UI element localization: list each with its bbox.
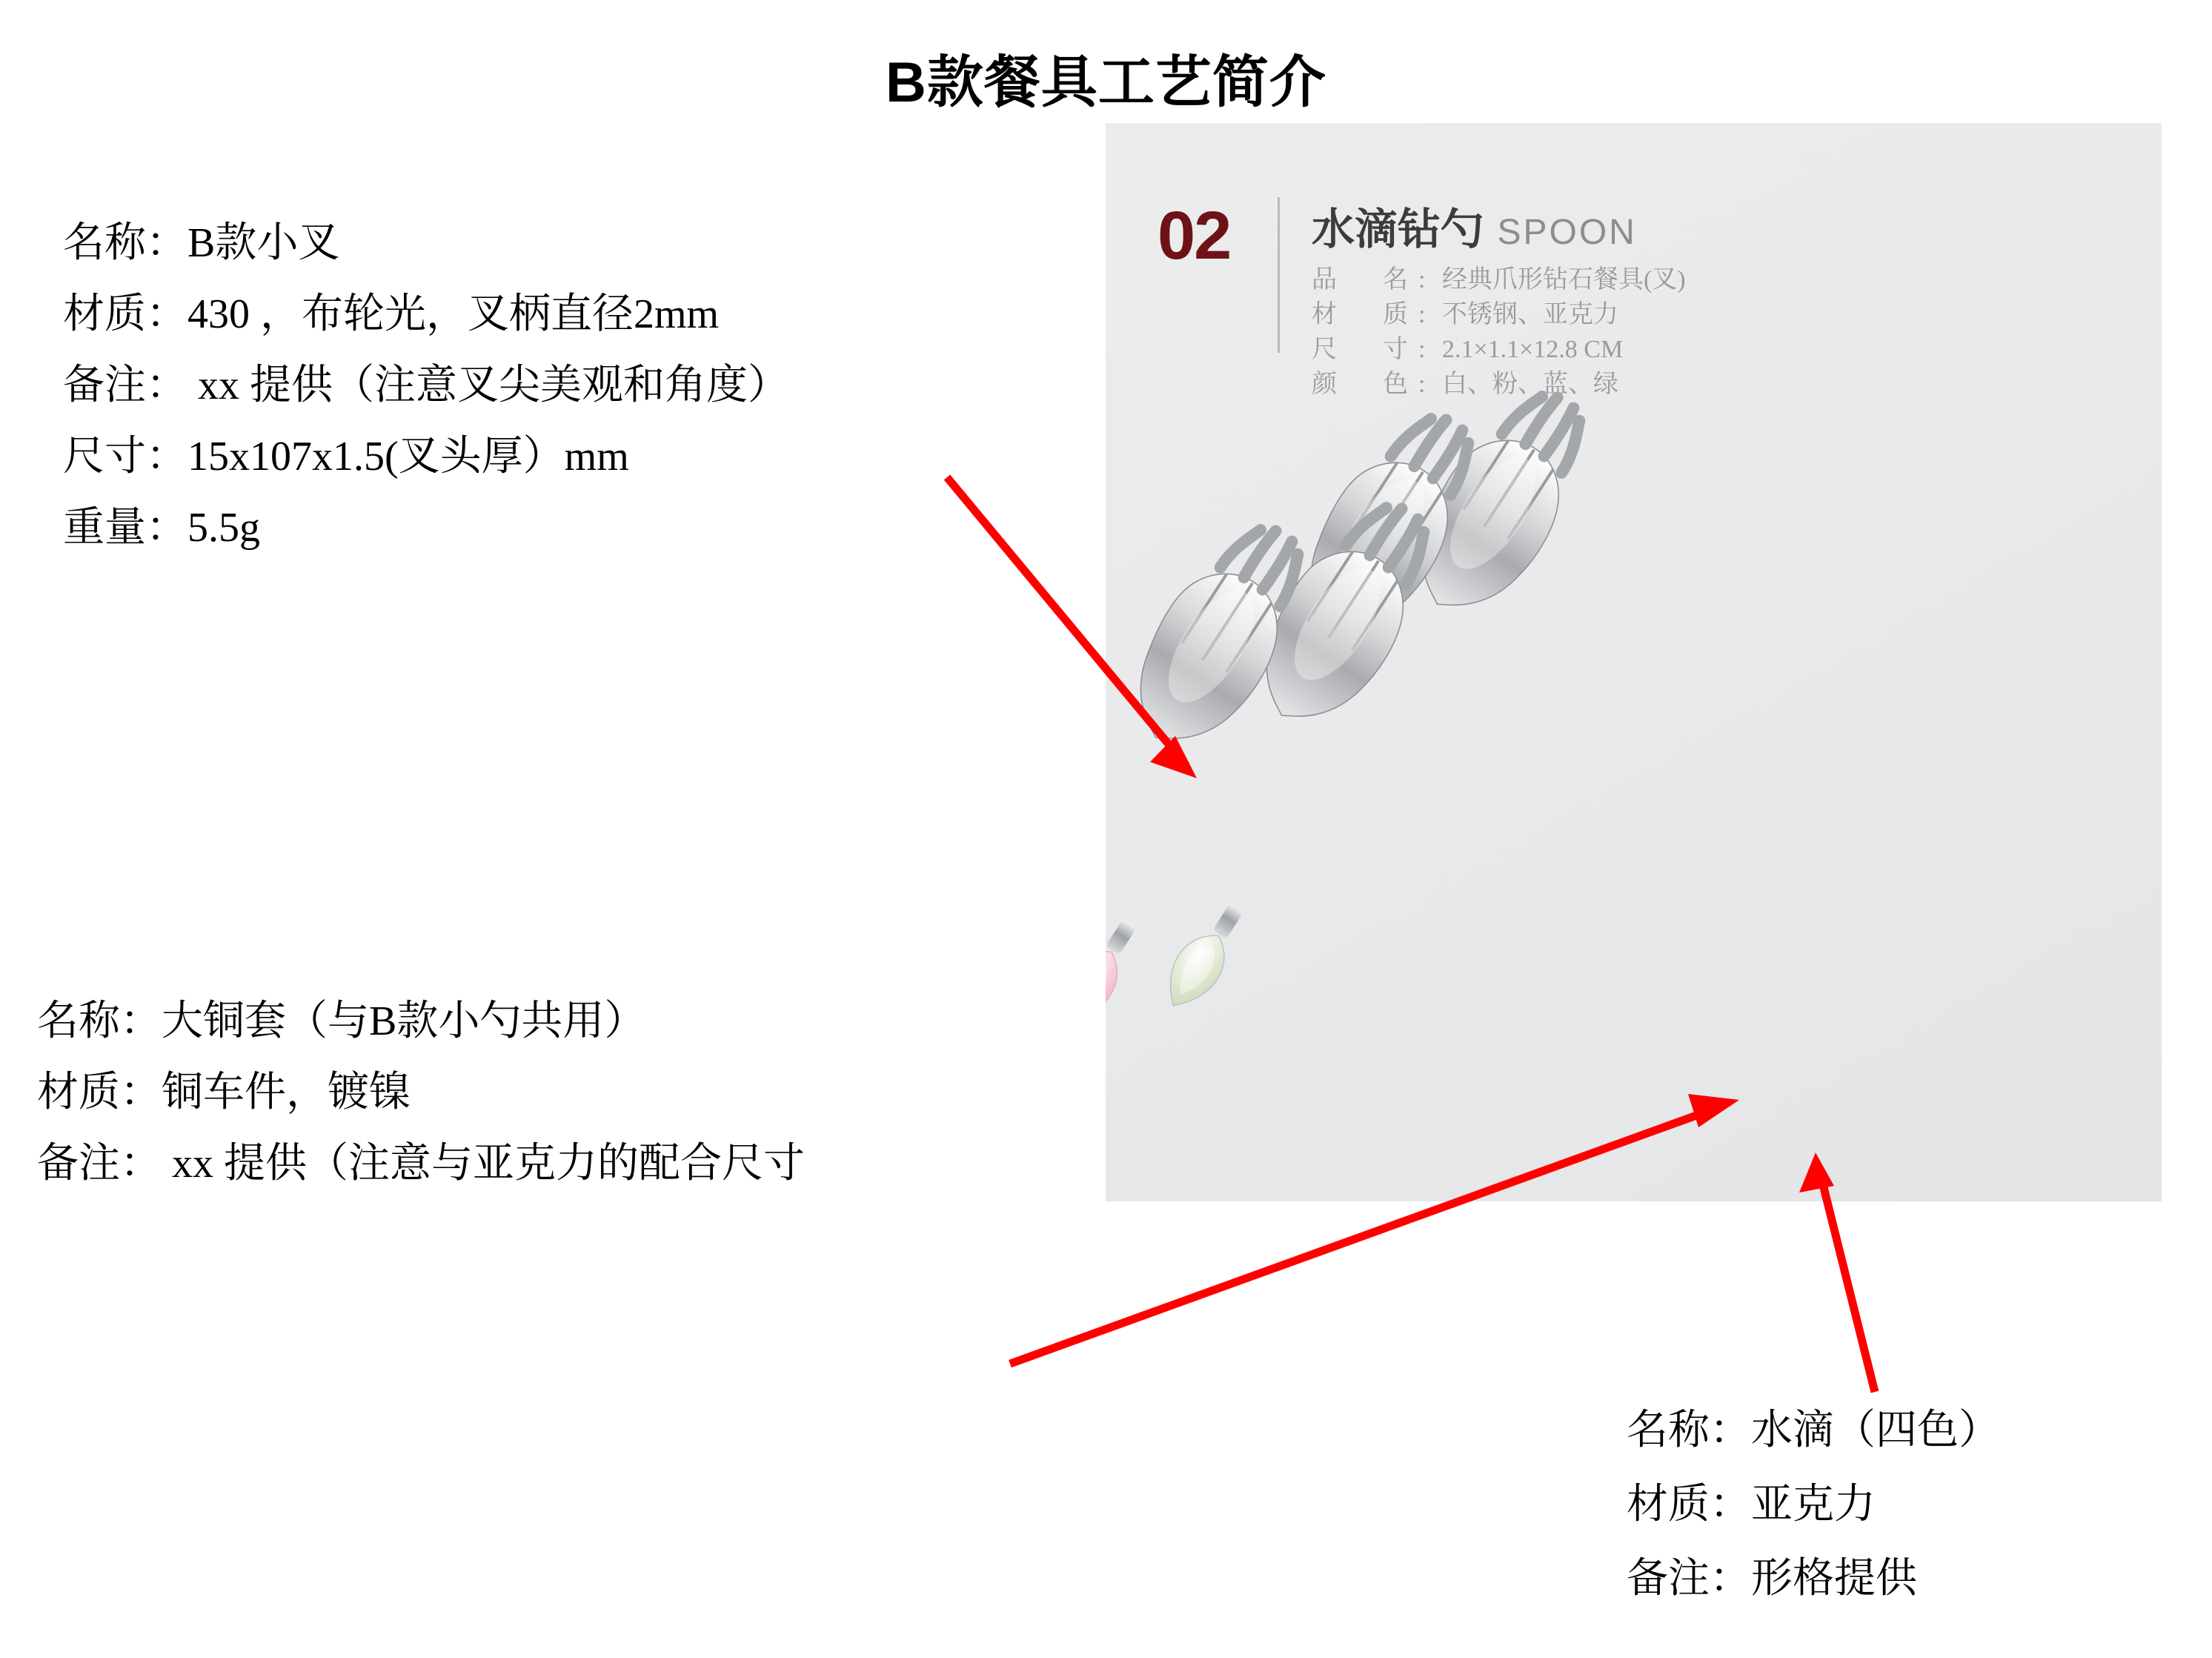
drop-spec-line: 名称：水滴（四色） <box>1627 1407 2000 1453</box>
drop-spec-line: 材质：亚克力 <box>1627 1482 1876 1528</box>
flatware-illustration <box>1106 123 2162 1201</box>
photo-heading-en: SPOON <box>1497 213 1637 252</box>
fork-spec-line: 材质：430 ，布轮光，叉柄直径2mm <box>63 291 720 337</box>
photo-heading-cn: 水滴钻勺 <box>1312 205 1484 253</box>
photo-attribute-value: 不锈钢、亚克力 <box>1441 301 1618 328</box>
product-photo <box>1106 123 2162 1201</box>
photo-attribute-key: 颜 色: <box>1312 371 1436 398</box>
photo-attribute-value: 经典爪形钻石餐具(叉) <box>1441 266 1686 294</box>
page-title: B款餐具工艺简介 <box>886 51 1326 114</box>
photo-index-number: 02 <box>1158 198 1231 273</box>
fork-spec-line: 备注： xx 提供（注意叉尖美观和角度） <box>63 362 789 408</box>
photo-attribute-key: 材 质: <box>1312 301 1436 328</box>
fork-spec-block <box>63 208 789 563</box>
photo-attribute-value: 2.1×1.1×12.8 CM <box>1441 336 1624 363</box>
product-photo-inner <box>1106 123 2162 1201</box>
photo-attribute-key: 品 名: <box>1312 266 1436 294</box>
drop-spec-line: 备注：形格提供 <box>1627 1556 1917 1602</box>
photo-attribute-key: 尺 寸: <box>1312 336 1436 363</box>
photo-attribute-value: 白、粉、蓝、绿 <box>1441 371 1618 398</box>
fork-spec-line: 尺寸：15x107x1.5(叉头厚）mm <box>63 434 629 480</box>
fork-spec-line: 重量：5.5g <box>63 505 260 551</box>
sleeve-spec-line: 材质：铜车件，镀镍 <box>37 1070 411 1115</box>
sleeve-spec-block <box>37 986 805 1199</box>
fork-spec-line: 名称：B款小叉 <box>63 220 340 266</box>
sleeve-spec-line: 名称：大铜套（与B款小勺共用） <box>37 998 646 1044</box>
sleeve-spec-line: 备注： xx 提供（注意与亚克力的配合尺寸 <box>37 1141 805 1187</box>
drop-spec-block <box>1627 1393 2000 1616</box>
